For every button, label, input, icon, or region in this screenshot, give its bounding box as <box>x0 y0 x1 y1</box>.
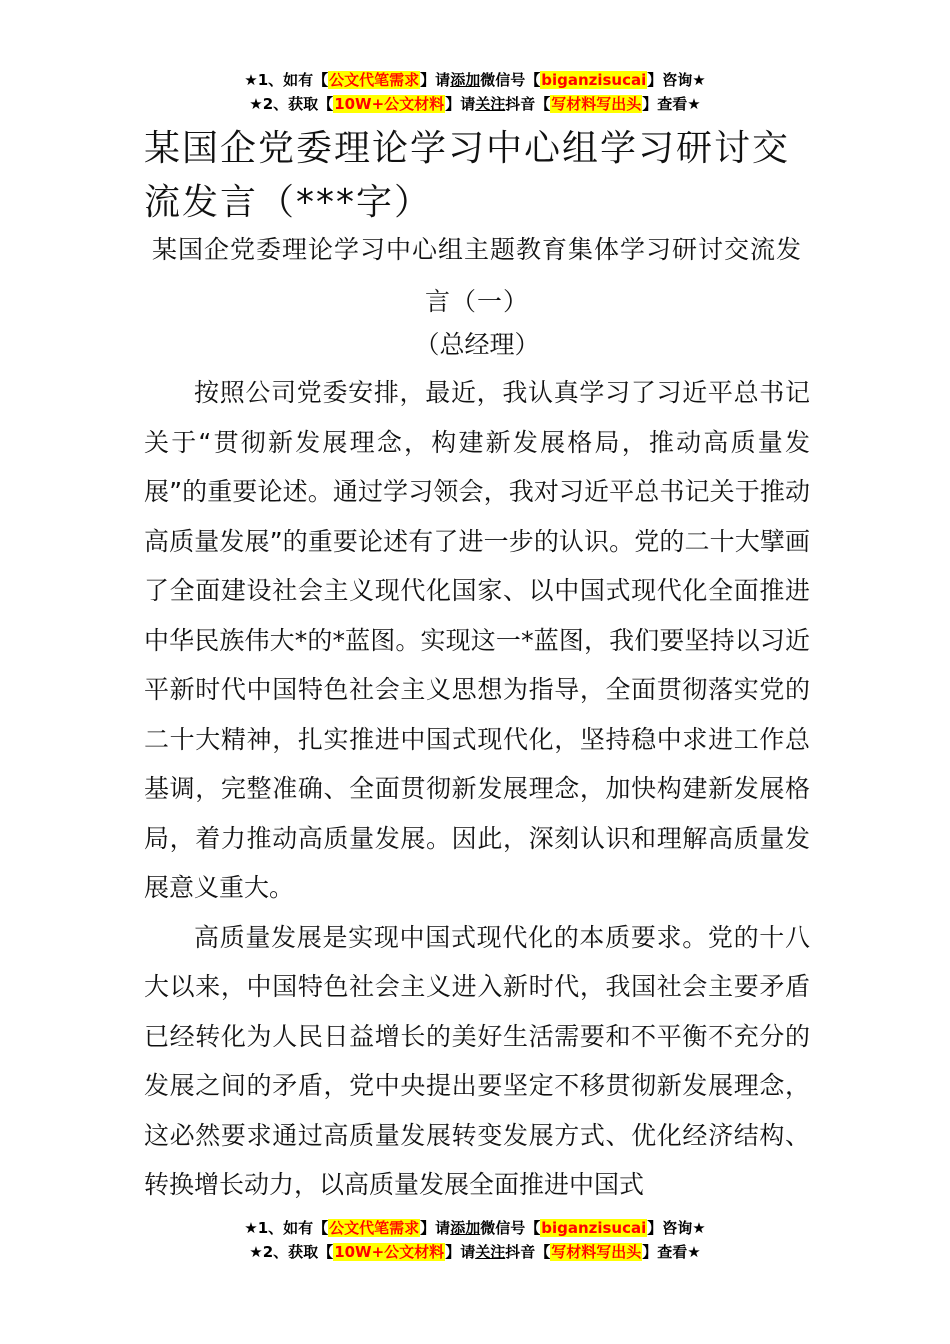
promo-text: 】查看★ <box>642 1243 701 1261</box>
promo-text: 微信号【 <box>480 1219 541 1237</box>
promo-text: ★2、获取【 <box>249 95 334 113</box>
promo-text: 】查看★ <box>642 95 701 113</box>
promo-text: 】请 <box>420 1219 451 1237</box>
promo-banner-bottom <box>0 1216 950 1264</box>
promo-highlight: 写材料写出头 <box>551 95 642 113</box>
promo-underlined: 关注 <box>475 95 506 113</box>
promo-text: 抖音【 <box>505 95 551 113</box>
promo-text: ★1、如有【 <box>244 1219 329 1237</box>
promo-line-2 <box>0 1240 950 1264</box>
promo-highlight: biganzisucai <box>541 71 647 89</box>
promo-highlight: 写材料写出头 <box>551 1243 642 1261</box>
body-paragraph: 高质量发展是实现中国式现代化的本质要求。党的十八大以来，中国特色社会主义进入新时代，我国社会主要矛盾已经转化为人民日益增长的美好生活需要和不平衡不充分的发展之间的矛盾，党中央提出要坚定不移贯彻新发展理念，这必然要求通过高质量发展转变发展方式、优化经济结构、转换增长动力，以高质量发展全面推进中国式 <box>144 922 810 1199</box>
body-paragraph: 按照公司党委安排，最近，我认真学习了习近平总书记关于“贯彻新发展理念，构建新发展格局，推动高质量发展”的重要论述。通过学习领会，我对习近平总书记关于推动高质量发展”的重要论述有了进一步的认识。党的二十大擘画了全面建设社会主义现代化国家、以中国式现代化全面推进中华民族伟大*的*蓝图。实现这一*蓝图，我们要坚持以习近平新时代中国特色社会主义思想为指导，全面贯彻落实党的二十大精神，扎实推进中国式现代化，坚持稳中求进工作总基调，完整准确、全面贯彻新发展理念，加快构建新发展格局，着力推动高质量发展。因此，深刻认识和理解高质量发展意义重大。 <box>144 378 810 902</box>
promo-highlight: biganzisucai <box>541 1219 647 1237</box>
document-body <box>144 368 810 1210</box>
document-title: 某国企党委理论学习中心组学习研讨交流发言（***字） <box>144 128 791 223</box>
promo-text: 微信号【 <box>480 71 541 89</box>
promo-text: ★2、获取【 <box>249 1243 334 1261</box>
speaker-role: （总经理） <box>414 330 540 359</box>
promo-line-1 <box>0 68 950 92</box>
promo-text: 】咨询★ <box>647 71 706 89</box>
promo-line-1 <box>0 1216 950 1240</box>
promo-text: 】请 <box>445 1243 476 1261</box>
promo-text: 抖音【 <box>505 1243 551 1261</box>
promo-underlined: 添加 <box>450 1219 481 1237</box>
document-subtitle: 某国企党委理论学习中心组主题教育集体学习研讨交流发言（一） <box>151 235 802 316</box>
promo-text: 】请 <box>445 95 476 113</box>
promo-text: 】请 <box>420 71 451 89</box>
promo-highlight: 10W+公文材料 <box>334 95 445 113</box>
promo-text: ★1、如有【 <box>244 71 329 89</box>
promo-highlight: 10W+公文材料 <box>334 1243 445 1261</box>
promo-highlight: 公文代笔需求 <box>329 1219 420 1237</box>
promo-text: 】咨询★ <box>647 1219 706 1237</box>
promo-highlight: 公文代笔需求 <box>329 71 420 89</box>
promo-line-2 <box>0 92 950 116</box>
promo-underlined: 关注 <box>475 1243 506 1261</box>
promo-underlined: 添加 <box>450 71 481 89</box>
promo-banner-top <box>0 68 950 116</box>
